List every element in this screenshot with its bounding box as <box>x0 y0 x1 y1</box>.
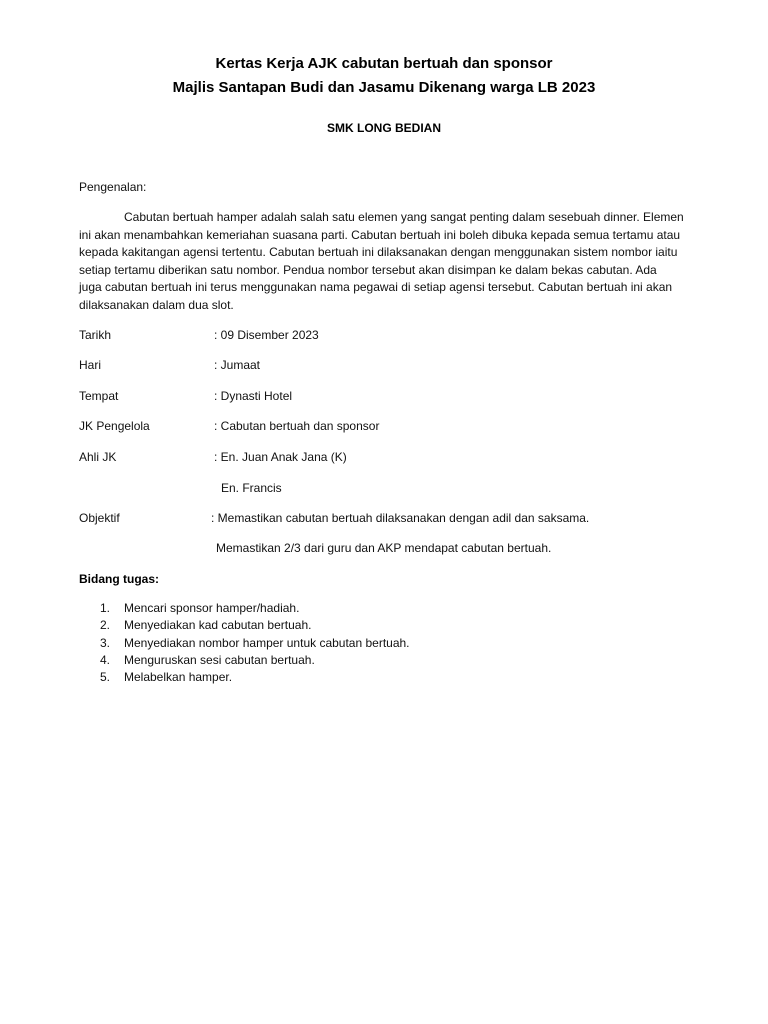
duties-heading: Bidang tugas: <box>79 572 159 586</box>
objektif-label: Objektif <box>79 511 120 525</box>
document-title-line2: Majlis Santapan Budi dan Jasamu Dikenang warga LB 2023 <box>172 79 596 96</box>
intro-line: juga cabutan bertuah ini terus menggunakan nama pegawai di setiap agensi tersebut. Cabutan bertuah ini akan <box>79 280 673 295</box>
objektif-value-2: Memastikan 2/3 dari guru dan AKP mendapat cabutan bertuah. <box>216 541 552 555</box>
intro-paragraph <box>79 209 719 315</box>
intro-line: dilaksanakan dalam dua slot. <box>79 297 234 312</box>
list-item <box>100 617 410 634</box>
document-title-line1: Kertas Kerja AJK cabutan bertuah dan sponsor <box>215 55 553 72</box>
tempat-value: : Dynasti Hotel <box>214 389 293 403</box>
hari-label: Hari <box>79 358 102 372</box>
list-item-number: 2. <box>100 618 111 633</box>
list-item <box>100 635 410 652</box>
duties-list <box>100 600 410 686</box>
list-item-text: Menyediakan kad cabutan bertuah. <box>124 618 312 633</box>
intro-line: setiap tertamu diberikan satu nombor. Pendua nombor tersebut akan disimpan ke dalam bekas cabutan. Ada <box>79 262 657 277</box>
jk-pengelola-value: : Cabutan bertuah dan sponsor <box>214 419 380 433</box>
list-item-text: Mencari sponsor hamper/hadiah. <box>124 601 300 615</box>
list-item <box>100 652 410 669</box>
jk-pengelola-label: JK Pengelola <box>79 419 150 433</box>
tarikh-label: Tarikh <box>79 328 112 342</box>
school-name: SMK LONG BEDIAN <box>327 121 441 135</box>
list-item-number: 1. <box>100 601 111 615</box>
list-item <box>100 669 410 686</box>
intro-line: Cabutan bertuah hamper adalah salah satu elemen yang sangat penting dalam sesebuah dinner. Elemen <box>124 210 684 224</box>
ahli-jk-label: Ahli JK <box>79 450 117 464</box>
list-item-text: Menyediakan nombor hamper untuk cabutan bertuah. <box>124 635 410 650</box>
list-item-text: Melabelkan hamper. <box>124 670 233 685</box>
objektif-value-1: : Memastikan cabutan bertuah dilaksanakan dengan adil dan saksama. <box>211 511 590 525</box>
intro-line: ini akan menambahkan kemeriahan suasana parti. Cabutan bertuah ini boleh dibuka kepada semua tertamu atau <box>79 227 681 242</box>
tarikh-value: : 09 Disember 2023 <box>214 328 319 342</box>
list-item-number: 3. <box>100 635 111 650</box>
hari-value: : Jumaat <box>214 358 261 372</box>
list-item-number: 4. <box>100 652 111 667</box>
intro-line: kepada kakitangan agensi tertentu. Cabutan bertuah ini dilaksanakan dengan menggunakan sistem nombor iaitu <box>79 245 678 260</box>
intro-heading: Pengenalan: <box>79 180 147 194</box>
list-item-text: Menguruskan sesi cabutan bertuah. <box>124 652 315 667</box>
ahli-jk-value-2: En. Francis <box>221 481 282 495</box>
tempat-label: Tempat <box>79 389 119 403</box>
ahli-jk-value-1: : En. Juan Anak Jana (K) <box>214 450 347 464</box>
list-item-number: 5. <box>100 670 111 685</box>
list-item <box>100 600 410 617</box>
